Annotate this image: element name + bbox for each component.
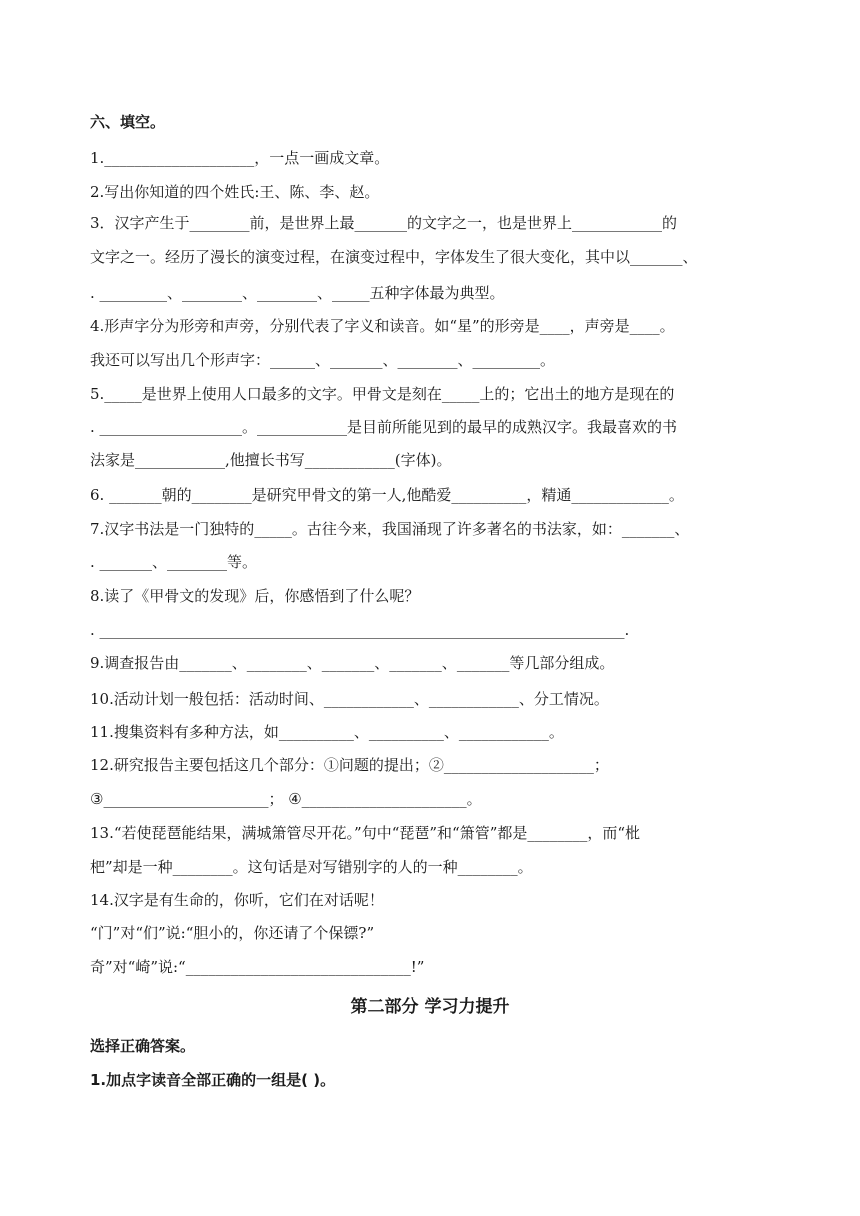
line-5: . _________、________、________、_____五种字体最为典型。: [90, 284, 505, 302]
line-1: 1.____________________，一点一画成文章。: [90, 149, 390, 167]
part2-subtitle: 选择正确答案。: [90, 1037, 196, 1055]
line-11: 6. _______朝的________是研究甲骨文的第一人,他酷爱__________，精通_____________。: [90, 486, 684, 504]
line-9: . ___________________。____________是目前所能见到的最早的成熟汉字。我最喜欢的书: [90, 418, 678, 436]
line-18: 11.搜集资料有多种方法，如__________、__________、____________。: [90, 723, 564, 741]
line-25: 奇”对“崎”说:“______________________________!”: [90, 958, 425, 976]
line-10: 法家是____________,他擅长书写____________(字体)。: [90, 451, 452, 469]
line-19: 12.研究报告主要包括这几个部分：①问题的提出；②____________________；: [90, 756, 609, 774]
line-6: 4.形声字分为形旁和声旁，分别代表了字义和读音。如“星”的形旁是____，声旁是____。: [90, 317, 675, 335]
line-3: 3．汉字产生于________前，是世界上最_______的文字之一，也是世界上____________的: [90, 214, 678, 232]
line-8: 5._____是世界上使用人口最多的文字。甲骨文是刻在_____上的；它出土的地方是现在的: [90, 385, 675, 403]
line-17: 10.活动计划一般包括：活动时间、____________、____________、分工情况。: [90, 690, 609, 708]
line-24: “门”对“们”说:“胆小的，你还请了个保镖?”: [90, 924, 375, 942]
question-1: 1.加点字读音全部正确的一组是( )。: [90, 1071, 336, 1089]
line-14: 8.读了《甲骨文的发现》后，你感悟到了什么呢？: [90, 587, 420, 605]
section-title: 六、填空。: [90, 113, 166, 131]
line-23: 14.汉字是有生命的，你听，它们在对话呢！: [90, 891, 384, 909]
line-15: . ______________________________________________________________________.: [90, 621, 630, 639]
line-12: 7.汉字书法是一门独特的_____。古往今来，我国涌现了许多著名的书法家，如：_______、: [90, 520, 690, 538]
line-13: . _______、________等。: [90, 553, 258, 571]
line-22: 杷”却是一种________。这句话是对写错别字的人的一种________。: [90, 858, 533, 876]
line-16: 9.调查报告由_______、________、_______、_______、_______等几部分组成。: [90, 654, 615, 672]
line-7: 我还可以写出几个形声字：______、_______、________、_________。: [90, 351, 556, 369]
line-4: 文字之一。经历了漫长的演变过程，在演变过程中，字体发生了很大变化，其中以_______、: [90, 248, 698, 266]
line-2: 2.写出你知道的四个姓氏:王、陈、李、赵。: [90, 183, 380, 201]
line-20: ③______________________； ④______________________。: [90, 790, 482, 808]
part2-title: 第二部分 学习力提升: [350, 997, 510, 1017]
line-21: 13.“若使琵琶能结果，满城箫管尽开花。”句中“琵琶”和“箫管”都是________，而“枇: [90, 824, 641, 842]
